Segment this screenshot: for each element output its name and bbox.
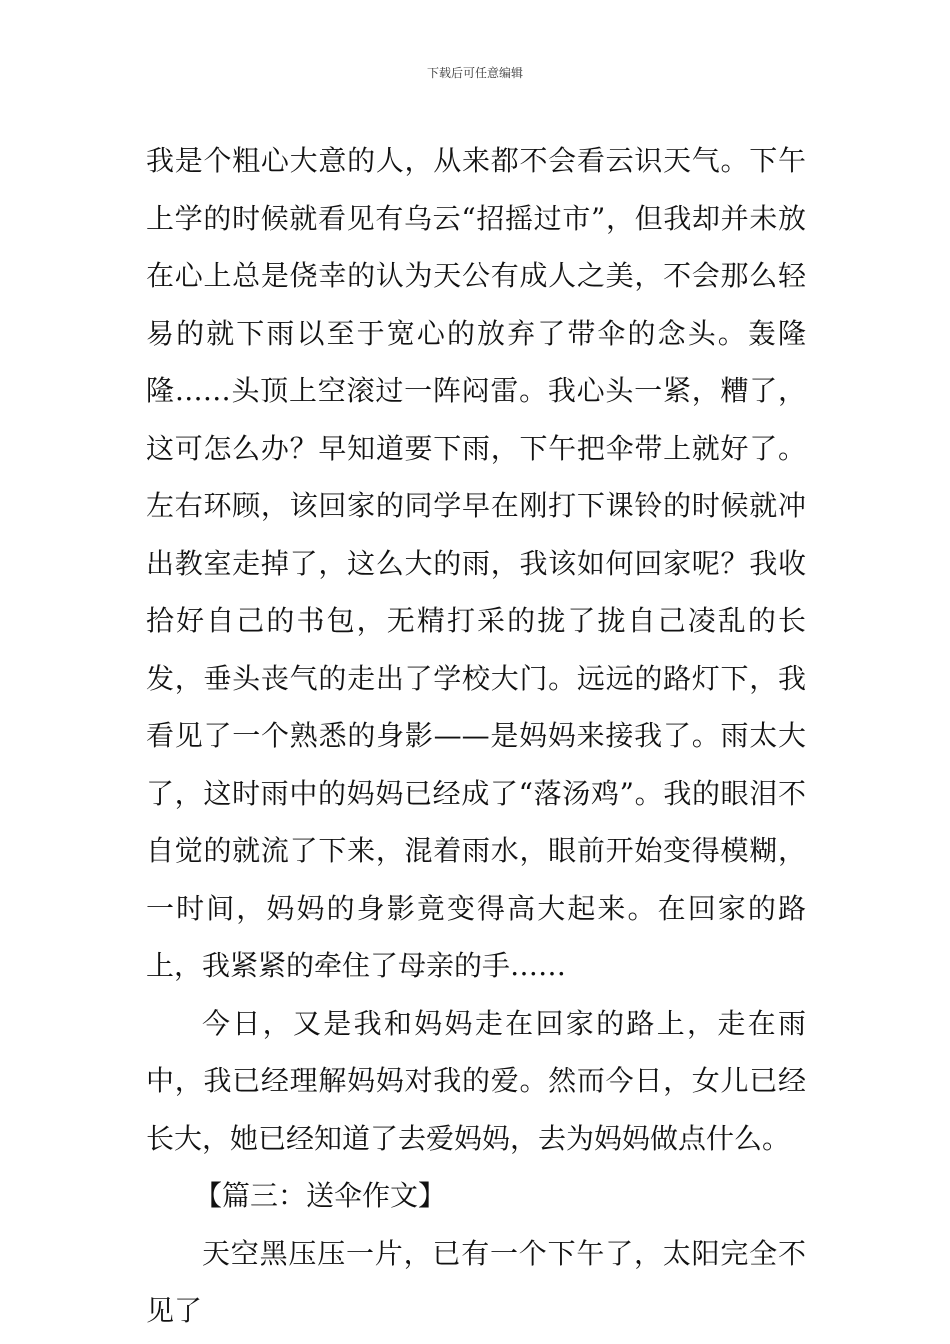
document-body — [146, 132, 806, 1340]
paragraph-section-three: 天空黑压压一片，已有一个下午了，太阳完全不见了 — [146, 1236, 806, 1327]
paragraph-today: 今日，又是我和妈妈走在回家的路上，走在雨中，我已经理解妈妈对我的爱。然而今日，女儿已经长大，她已经知道了去爱妈妈，去为妈妈做点什么。 — [146, 1006, 806, 1155]
paragraph-story: 我是个粗心大意的人，从来都不会看云识天气。下午上学的时候就看见有乌云“招摇过市”，但我却并未放在心上总是侥幸的认为天公有成人之美，不会那么轻易的就下雨以至于宽心的放弃了带伞的念头。轰隆隆……头顶上空滚过一阵闷雷。我心头一紧，糟了，这可怎么办？早知道要下雨，下午把伞带上就好了。左右环顾，该回家的同学早在刚打下课铃的时候就冲出教室走掉了，这么大的雨，我该如何回家呢？我收拾好自己的书包，无精打采的拢了拢自己凌乱的长发，垂头丧气的走出了学校大门。远远的路灯下，我看见了一个熟悉的身影——是妈妈来接我了。雨太大了，这时雨中的妈妈已经成了“落汤鸡”。我的眼泪不自觉的就流了下来，混着雨水，眼前开始变得模糊，一时间，妈妈的身影竟变得高大起来。在回家的路上，我紧紧的牵住了母亲的手…… — [146, 144, 806, 982]
page-header-note: 下载后可任意编辑 — [426, 66, 523, 80]
section-heading: 【篇三：送伞作文】 — [194, 1179, 447, 1212]
